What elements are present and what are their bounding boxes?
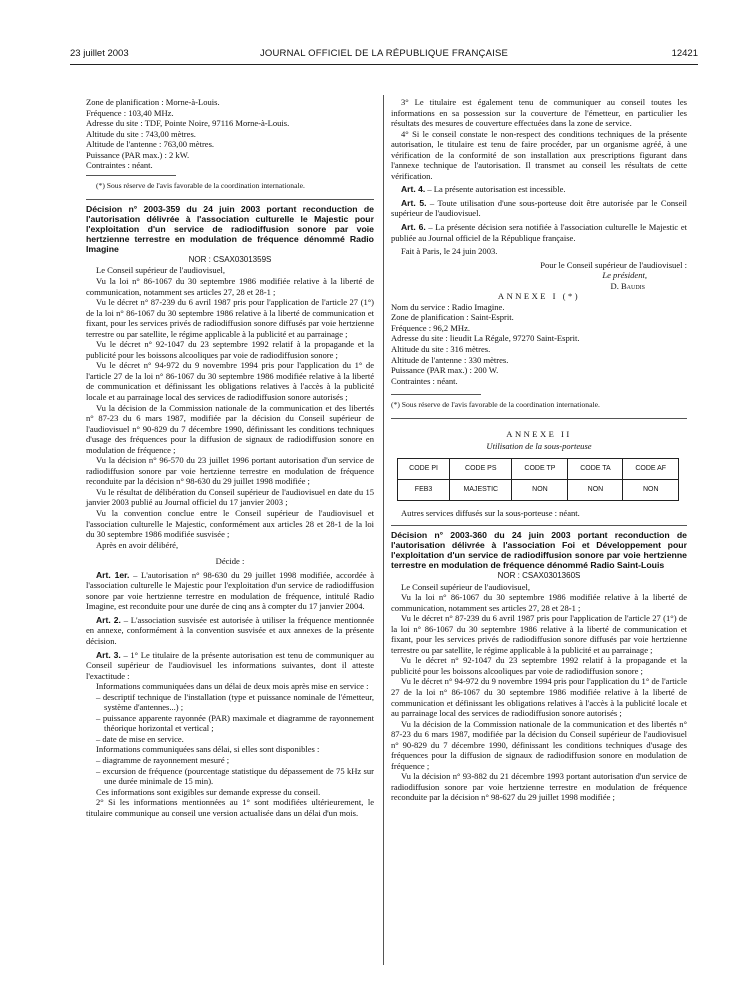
paragraph: Après en avoir délibéré,: [96, 539, 179, 550]
table-cell: NON: [512, 479, 568, 500]
annexe-line: Contraintes : néant.: [391, 375, 458, 386]
annexe-line: Altitude de l'antenne : 330 mètres.: [391, 354, 509, 365]
paragraph: Le Conseil supérieur de l'audiovisuel,: [401, 581, 531, 592]
paragraph: Autres services diffusés sur la sous-porteuse : néant.: [401, 507, 580, 518]
subcarrier-table: [397, 458, 679, 501]
right-column: [391, 97, 687, 803]
article-text: La présente autorisation est incessible.: [433, 184, 566, 195]
signature-line: Pour le Conseil supérieur de l'audiovisuel :: [540, 259, 687, 270]
article-4: Art. 4. – La présente autorisation est incessible.: [401, 184, 566, 195]
tech-line: Puissance (PAR max.) : 2 kW.: [86, 149, 190, 160]
list-item: – date de mise en service.: [96, 733, 184, 744]
page-header: [70, 48, 698, 62]
info-heading: Informations communiquées dans un délai de deux mois après mise en service :: [96, 681, 369, 692]
column-divider: [383, 95, 384, 965]
nor-reference: NOR : CSAX0301360S: [497, 570, 581, 580]
list-item: – descriptif technique de l'installation (type et puissance nominale de l'émetteur, système d'antennes...) ;: [96, 691, 374, 713]
paragraph: Vu la décision de la Commission nationale de la communication et des libertés n° 87-23 du 6 mars 1987, modifiée par la décision du Conseil supérieur de l'audiovisuel n° 90-829 du 7 décembre 1990, définissant les conditions techniques d'usage des fréquences pour la diffusion de signaux de radiodiffusion sonore en modulation de fréquence ;: [86, 402, 374, 455]
table-header: CODE PI: [398, 458, 450, 479]
table-header: CODE AF: [623, 458, 679, 479]
nor-reference: NOR : CSAX0301359S: [188, 254, 272, 264]
article-6: Art. 6. – La présente décision sera notifiée à l'association culturelle le Majestic et publiée au Journal officiel de la République française.: [391, 222, 687, 243]
article-1: Art. 1er. – L'autorisation n° 98-630 du 29 juillet 1998 modifiée, accordée à l'association culturelle le Majestic pour l'exploitation d'un service de radiodiffusion sonore par voie hertzienne terrestre en modulation de fréquence, intitulé Radio Imagine, est reconduite pour une durée de cinq ans à compter du 17 janvier 2004.: [86, 569, 374, 612]
article-label: Art. 3.: [96, 649, 121, 660]
tech-line: Contraintes : néant.: [86, 160, 153, 171]
footnote: (*) Sous réserve de l'avis favorable de la coordination internationale.: [96, 180, 305, 190]
paragraph: Vu le décret n° 94-972 du 9 novembre 1994 pris pour l'application du 1° de l'article 27 de la loi n° 86-1067 du 30 septembre 1986 modifiée relative à la liberté de communication et définissant les obligations relatives à l'accès à la publicité locale et au parrainage local des services de radiodiffusion sonore autorisés ;: [86, 360, 374, 402]
table-header-row: [398, 458, 679, 479]
paragraph: 3° Le titulaire est également tenu de communiquer au conseil toutes les informations en sa possession sur la couverture de l'émetteur, en particulier les résultats des mesures de couverture effectuées dans la zone de service.: [391, 97, 687, 129]
journal-title: JOURNAL OFFICIEL DE LA RÉPUBLIQUE FRANÇAISE: [259, 48, 509, 59]
paragraph: Vu la loi n° 86-1067 du 30 septembre 1986 modifiée relative à la liberté de communication, notamment ses articles 27, 28 et 28-1 ;: [86, 275, 374, 297]
signatory-name: D. Baudis: [610, 280, 645, 291]
page-number: 12421: [671, 48, 698, 59]
paragraph: Vu le décret n° 87-239 du 6 avril 1987 pris pour l'application de l'article 27 (1°) de la loi n° 86-1067 du 30 septembre 1986 relative à la liberté de communication et fixant, pour les services privés de radiodiffusion sonore diffusés par voie hertzienne terrestre ou par satellite, le régime applicable à la publicité et au parrainage ;: [391, 613, 687, 655]
paragraph: Vu le décret n° 92-1047 du 23 septembre 1992 relatif à la propagande et la publicité pour les boissons alcooliques par voie de radiodiffusion sonore ;: [391, 655, 687, 676]
paragraph: Vu la décision n° 96-570 du 23 juillet 1996 portant autorisation d'un service de radiodiffusion sonore par voie hertzienne terrestre en modulation de fréquence reconduite par la décision n° 98-630 du 29 juillet 1998 modifiée ;: [86, 455, 374, 487]
tech-line: Zone de planification : Morne-à-Louis.: [86, 97, 220, 107]
article-text: L'association susvisée est autorisée à utiliser la fréquence mentionnée en annexe, conformément à la convention susvisée et aux annexes de la présente décision.: [86, 614, 374, 646]
header-date: 23 juillet 2003: [70, 48, 129, 59]
paragraph: Vu la convention conclue entre le Conseil supérieur de l'audiovisuel et l'association culturelle le Majestic, conformément aux articles 28 et 28-1 de la loi du 30 septembre 1986 modifiée susvisée ;: [86, 507, 374, 540]
section-rule: [86, 199, 374, 200]
annexe-2-heading: ANNEXE II: [506, 428, 572, 439]
paragraph: Vu le résultat de délibération du Conseil supérieur de l'audiovisuel en date du 15 janvier 2003 publié au Journal officiel du 17 janvier 2003 ;: [86, 486, 374, 508]
section-rule: [391, 418, 687, 419]
paragraph: Vu le décret n° 92-1047 du 23 septembre 1992 relatif à la propagande et la publicité pour les boissons alcooliques par voie de radiodiffusion sonore ;: [86, 339, 374, 360]
table-header: CODE TA: [568, 458, 623, 479]
article-text: 1° Le titulaire de la présente autorisation est tenu de communiquer au Conseil supérieur de l'audiovisuel les informations suivantes, dont il atteste l'exactitude :: [86, 649, 374, 681]
decision-title: Décision n° 2003-360 du 24 juin 2003 portant reconduction de l'autorisation délivrée à l'association Foi et Développement pour l'exploitation d'un service de radiodiffusion sonore par voie hertzienne terrestre en modulation de fréquence dénommé Radio Saint-Louis: [391, 530, 687, 571]
table-cell: MAJESTIC: [450, 479, 512, 500]
footnote-rule: [391, 394, 481, 395]
annexe-2-subtitle: Utilisation de la sous-porteuse: [486, 441, 592, 452]
paragraph: Ces informations sont exigibles sur demande expresse du conseil.: [96, 786, 321, 797]
paragraph: Le Conseil supérieur de l'audiovisuel,: [96, 265, 226, 276]
decide-heading: Décide :: [215, 556, 245, 567]
place-date: Fait à Paris, le 24 juin 2003.: [401, 246, 498, 257]
paragraph: Vu le décret n° 94-972 du 9 novembre 1994 pris pour l'application du 1° de l'article 27 de la loi n° 86-1067 du 30 septembre 1986 modifiée relative à la liberté de communication et définissant les obligations relatives à l'accès à la publicité locale et au parrainage local des services de radiodiffusion sonore autorisés ;: [391, 676, 687, 719]
article-text: La présente décision sera notifiée à l'association culturelle le Majestic et publiée au Journal officiel de la République française.: [391, 222, 687, 243]
signatory-title: Le président,: [602, 270, 647, 281]
article-3: Art. 3. – 1° Le titulaire de la présente autorisation est tenu de communiquer au Conseil supérieur de l'audiovisuel les informations suivantes, dont il atteste l'exactitude :: [86, 649, 374, 681]
paragraph: 2° Si les informations mentionnées au 1° sont modifiées ultérieurement, le titulaire communique au conseil une version actualisée dans un délai d'un mois.: [86, 797, 374, 818]
annexe-line: Puissance (PAR max.) : 200 W.: [391, 365, 499, 376]
paragraph: Vu le décret n° 87-239 du 6 avril 1987 pris pour l'application de l'article 27 (1°) de la loi n° 86-1067 du 30 septembre 1986 relative à la liberté de communication et fixant, pour les services privés de radiodiffusion sonore diffusés par voie hertzienne terrestre ou par satellite, le régime applicable à la publicité et au parrainage ;: [86, 297, 374, 339]
header-rule: [70, 64, 698, 65]
annexe-line: Altitude du site : 316 mètres.: [391, 344, 491, 355]
table-header: CODE TP: [512, 458, 568, 479]
paragraph: Vu la décision n° 93-882 du 21 décembre 1993 portant autorisation d'un service de radiodiffusion sonore par voie hertzienne terrestre en modulation de fréquence reconduite par la décision n° 98-627 du 29 juillet 1998 modifiée ;: [391, 771, 687, 803]
article-2: Art. 2. – L'association susvisée est autorisée à utiliser la fréquence mentionnée en annexe, conformément à la convention susvisée et aux annexes de la présente décision.: [86, 614, 374, 646]
footnote: (*) Sous réserve de l'avis favorable de la coordination internationale.: [391, 400, 600, 410]
list-item: – puissance apparente rayonnée (PAR) maximale et diagramme de rayonnement théorique horizontal et vertical ;: [96, 712, 374, 734]
article-text: L'autorisation n° 98-630 du 29 juillet 1998 modifiée, accordée à l'association culturelle le Majestic pour l'exploitation d'un service de radiodiffusion sonore par voie hertzienne terrestre en modulation de fréquence, intitulé Radio Imagine, est reconduite pour une durée de cinq ans à compter du 17 janvier 2004.: [86, 569, 374, 612]
paragraph: Vu la loi n° 86-1067 du 30 septembre 1986 modifiée relative à la liberté de communication, notamment ses articles 27, 28 et 28-1 ;: [391, 592, 687, 613]
tech-line: Adresse du site : TDF, Pointe Noire, 97116 Morne-à-Louis.: [86, 118, 290, 129]
tech-line: Altitude du site : 743,00 mètres.: [86, 128, 196, 139]
annexe-1-heading: ANNEXE I (*): [497, 291, 581, 302]
decision-title: Décision n° 2003-359 du 24 juin 2003 portant reconduction de l'autorisation délivrée à l'association culturelle le Majestic pour l'exploitation d'un service de radiodiffusion sonore par voie hertzienne terrestre en modulation de fréquence dénommé Radio Imagine: [86, 204, 374, 254]
annexe-line: Adresse du site : lieudit La Régale, 97270 Saint-Esprit.: [391, 333, 580, 344]
table-cell: FEB3: [398, 479, 450, 500]
article-label: Art. 2.: [96, 614, 121, 625]
info-heading: Informations communiquées sans délai, si elles sont disponibles :: [96, 744, 320, 755]
section-rule: [391, 525, 687, 526]
paragraph: 4° Si le conseil constate le non-respect des conditions techniques de la présente autorisation, le titulaire est tenu de faire procéder, par un organisme agréé, à une vérification de la conformité de son installation aux prescriptions figurant dans l'annexe technique de l'autorisation. Il transmet au conseil les résultats de cette vérification.: [391, 128, 687, 181]
footnote-rule: [86, 175, 176, 176]
article-label: Art. 5.: [401, 197, 427, 208]
table-row: [398, 479, 679, 500]
article-label: Art. 1er.: [96, 569, 130, 580]
paragraph: Vu la décision de la Commission nationale de la communication et des libertés n° 87-23 du 6 mars 1987, modifiée par la décision du Conseil supérieur de l'audiovisuel n° 90-829 du 7 décembre 1990, définissant les conditions techniques d'usage des fréquences pour la diffusion de signaux de radiodiffusion sonore en modulation de fréquence ;: [391, 718, 687, 771]
tech-line: Altitude de l'antenne : 763,00 mètres.: [86, 139, 215, 150]
article-label: Art. 6.: [401, 222, 426, 233]
annexe-line: Zone de planification : Saint-Esprit.: [391, 312, 514, 323]
table-cell: NON: [568, 479, 623, 500]
tech-line: Fréquence : 103,40 MHz.: [86, 107, 174, 118]
table-header: CODE PS: [450, 458, 512, 479]
left-column: [86, 97, 374, 818]
annexe-line: Nom du service : Radio Imagine.: [391, 301, 505, 312]
article-text: Toute utilisation d'une sous-porteuse doit être autorisée par le Conseil supérieur de l'audiovisuel.: [391, 197, 687, 219]
annexe-line: Fréquence : 96,2 MHz.: [391, 322, 471, 333]
list-item: – excursion de fréquence (pourcentage statistique du dépassement de 75 kHz sur une durée minimale de 15 min).: [96, 765, 374, 787]
article-5: Art. 5. – Toute utilisation d'une sous-porteuse doit être autorisée par le Conseil supérieur de l'audiovisuel.: [391, 197, 687, 219]
list-item: – diagramme de rayonnement mesuré ;: [96, 755, 230, 766]
article-label: Art. 4.: [401, 184, 426, 195]
table-cell: NON: [623, 479, 679, 500]
